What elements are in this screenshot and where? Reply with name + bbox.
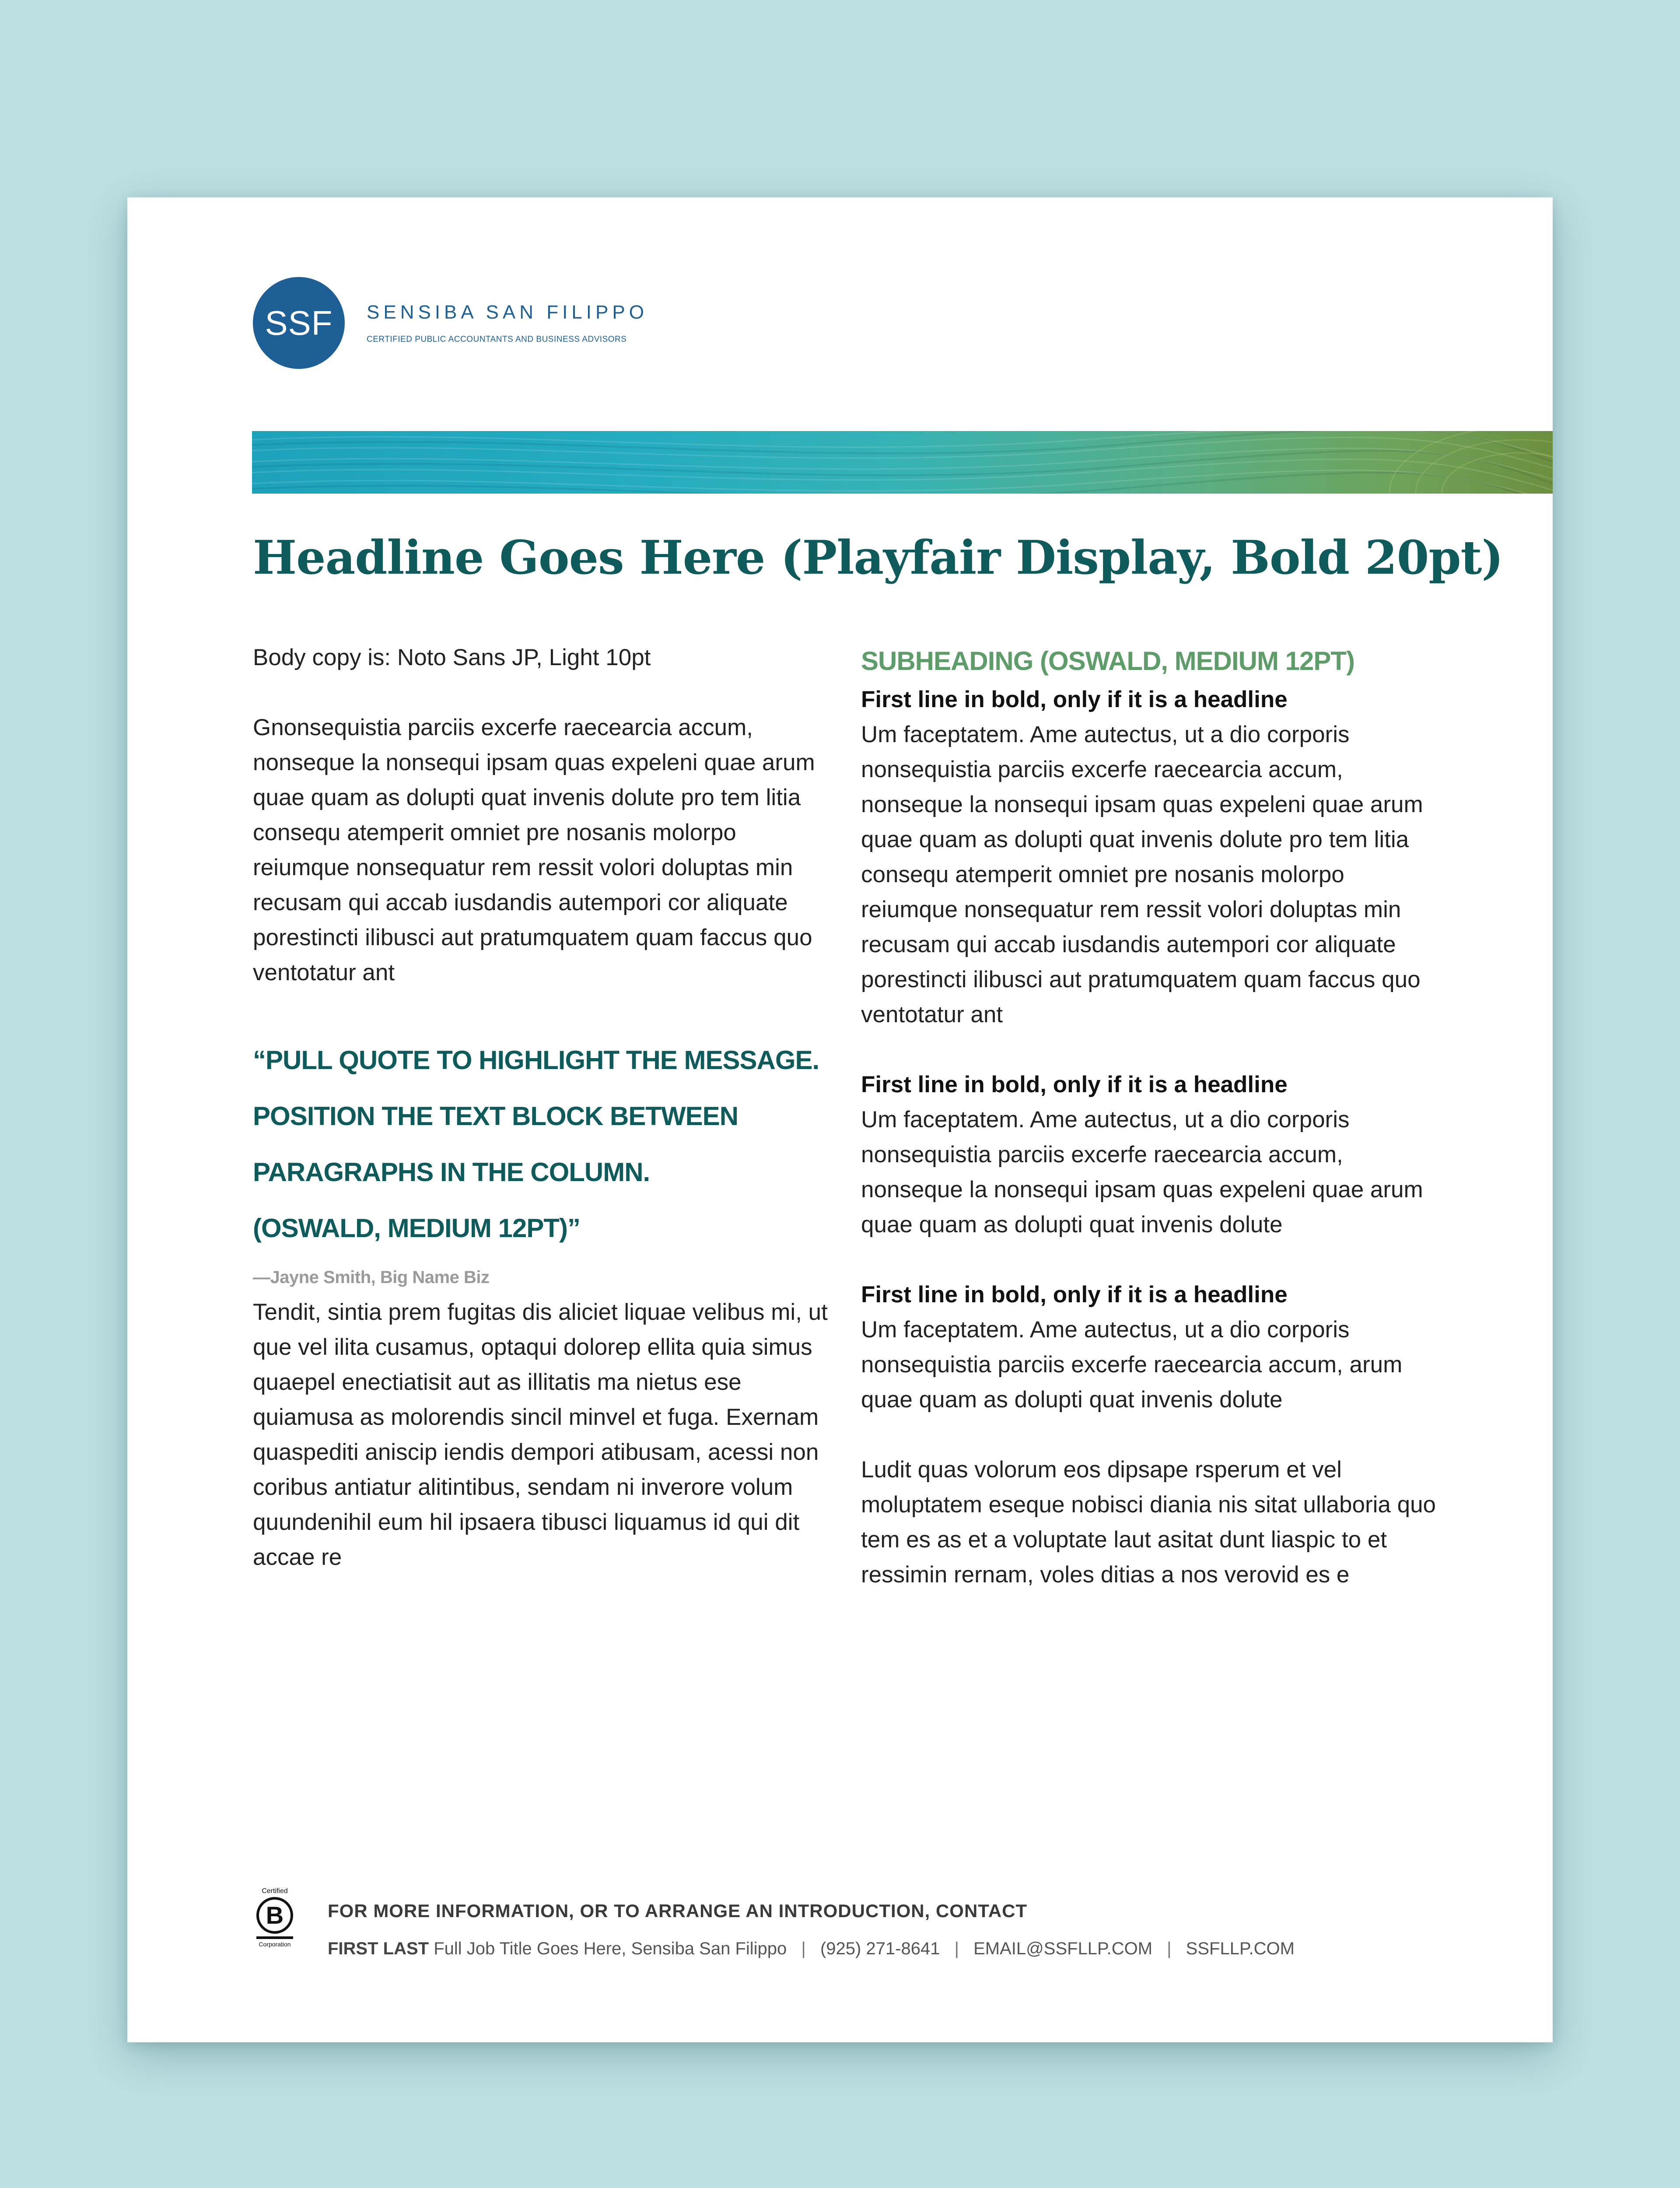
left-column bbox=[253, 640, 830, 1575]
pull-quote-line: “PULL QUOTE TO HIGHLIGHT THE MESSAGE. bbox=[253, 1045, 819, 1075]
contact-email: EMAIL@SSFLLP.COM bbox=[973, 1939, 1153, 1958]
b-corp-certified-label: Certified bbox=[262, 1887, 288, 1895]
contact-website: SSFLLP.COM bbox=[1186, 1939, 1295, 1958]
decorative-banner bbox=[252, 431, 1553, 494]
body-paragraph: Gnonsequistia parciis excerfe raecearcia accum, nonseque la nonsequi ipsam quas expeleni quae arum quae quam as dolupti quat invenis dolute pro tem litia consequ atemperit omniet pre nosanis molorpo reiumque nonsequatur rem ressit volori doluptas min recusam qui accab iusdandis autempori cor aliquate porestincti ilibusci aut pratumquatem quam faccus quo ventotatur ant bbox=[253, 715, 815, 985]
body-paragraph: Tendit, sintia prem fugitas dis aliciet liquae velibus mi, ut que vel ilita cusamus, optaqui dolorep ellita quia simus quaepel enectiatisit aut as illitatis ma nietus ese quiamusa as molorendis sincil minvel et fuga. Exernam quaspediti aniscip iendis dempori atibusam, acessi non coribus antiatur alitintibus, sendam ni inverore volum quundenihil eum hil ipsaera tibusci liquamus id qui dit accae re bbox=[253, 1299, 828, 1570]
contact-line: FIRST LAST Full Job Title Goes Here, Sensiba San Filippo | (925) 271-8641 | EMAIL@SSFLLP.COM | SSFLLP.COM bbox=[328, 1939, 1295, 1958]
pull-quote-line: POSITION THE TEXT BLOCK BETWEEN bbox=[253, 1101, 738, 1131]
body-paragraph: Um faceptatem. Ame autectus, ut a dio corporis nonsequistia parciis excerfe raecearcia accum, arum quae quam as dolupti quat invenis dolute bbox=[861, 1317, 1403, 1413]
page-headline: Headline Goes Here (Playfair Display, Bold 20pt) bbox=[253, 530, 1503, 585]
company-name: SENSIBA SAN FILIPPO bbox=[367, 302, 648, 323]
b-corp-corporation-label: Corporation bbox=[259, 1941, 291, 1948]
body-paragraph: Ludit quas volorum eos dipsape rsperum et vel moluptatem eseque nobisci diania nis sitat ullaboria quo tem es as et a voluptate laut asitat dunt liaspic to et ressimin rernam, voles ditias a nos verovid es e bbox=[861, 1457, 1436, 1588]
quote-attribution: —Jayne Smith, Big Name Biz bbox=[253, 1268, 490, 1287]
b-corp-icon bbox=[253, 1887, 297, 1948]
logo-wordmark bbox=[367, 302, 648, 344]
bold-lead-line: First line in bold, only if it is a headline bbox=[861, 1282, 1288, 1308]
pull-quote-line: (OSWALD, MEDIUM 12PT)” bbox=[253, 1213, 581, 1243]
contact-phone: (925) 271-8641 bbox=[820, 1939, 940, 1958]
footer-title: FOR MORE INFORMATION, OR TO ARRANGE AN INTRODUCTION, CONTACT bbox=[328, 1900, 1028, 1921]
body-paragraph: Um faceptatem. Ame autectus, ut a dio corporis nonsequistia parciis excerfe raecearcia accum, nonseque la nonsequi ipsam quas expeleni quae arum quae quam as dolupti quat invenis dolute pro tem litia consequ atemperit omniet pre nosanis molorpo reiumque nonsequatur rem ressit volori doluptas min recusam qui accab iusdandis autempori cor aliquate porestincti ilibusci aut pratumquatem quam faccus quo ventotatur ant bbox=[861, 722, 1423, 1027]
document-page bbox=[127, 197, 1553, 2042]
pull-quote bbox=[253, 1032, 830, 1256]
bold-lead-line: First line in bold, only if it is a headline bbox=[861, 687, 1288, 712]
bold-lead-line: First line in bold, only if it is a headline bbox=[861, 1072, 1288, 1098]
logo-monogram: SSF bbox=[253, 277, 345, 369]
company-tagline: CERTIFIED PUBLIC ACCOUNTANTS AND BUSINESS ADVISORS bbox=[367, 335, 627, 344]
pull-quote-line: PARAGRAPHS IN THE COLUMN. bbox=[253, 1157, 650, 1187]
right-column bbox=[861, 640, 1443, 1592]
intro-text: Body copy is: Noto Sans JP, Light 10pt bbox=[253, 645, 651, 670]
body-paragraph: Um faceptatem. Ame autectus, ut a dio corporis nonsequistia parciis excerfe raecearcia accum, nonseque la nonsequi ipsam quas expeleni quae arum quae quam as dolupti quat invenis dolute bbox=[861, 1107, 1423, 1238]
subheading: SUBHEADING (OSWALD, MEDIUM 12PT) bbox=[861, 646, 1355, 676]
contact-name: FIRST LAST bbox=[328, 1939, 429, 1958]
contact-job-title: Full Job Title Goes Here, Sensiba San Filippo bbox=[434, 1939, 787, 1958]
wavy-texture-icon bbox=[252, 431, 1553, 494]
b-corp-mark: B bbox=[256, 1897, 293, 1934]
company-logo bbox=[253, 277, 648, 369]
